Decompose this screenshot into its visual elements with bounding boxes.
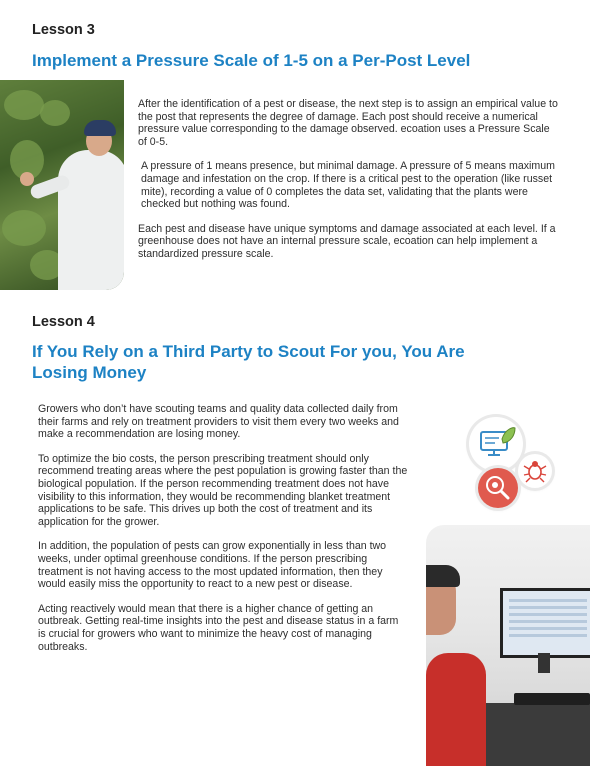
pest-magnifier-icon — [478, 468, 518, 508]
greenhouse-scout-photo — [0, 80, 124, 290]
lesson-4-paragraph: To optimize the bio costs, the person prescribing treatment should only recommend treating areas where the pest population is growing faster than the biological population. If the person recommending treatment does not have visibility to this information, they would be recommending blanket treatment applications to be safe. This drives up both the cost of treatment and its application for the grower. — [38, 452, 408, 528]
lesson-4-title — [32, 341, 465, 383]
bug-icon — [518, 454, 552, 488]
lesson-3-paragraph: After the identification of a pest or disease, the next step is to assign an empirical value to the post that represents the degree of damage. Each post should receive a numerical pressure value corresponding to the damage observed. ecoation uses a Pressure Scale of 0-5. — [138, 98, 558, 148]
office-computer-photo — [426, 525, 590, 766]
lesson-4-paragraph: In addition, the population of pests can grow exponentially in less than two weeks, under optimal greenhouse conditions. If the person prescribing treatment is not having access to the most updated information, then they would easily miss the opportunity to react to a new pest or disease. — [38, 540, 387, 591]
lesson-3-paragraph: Each pest and disease have unique symptoms and damage associated at each level. If a greenhouse does not have an internal pressure scale, ecoation can help implement a standardized pressure scale. — [138, 222, 556, 260]
lesson-4-title-line-1: If You Rely on a Third Party to Scout For you, You Are — [32, 342, 465, 361]
monitor-leaf-icon — [469, 417, 523, 471]
lesson-4-label: Lesson 4 — [32, 314, 95, 330]
lesson-4-body — [38, 403, 408, 653]
lesson-3-label: Lesson 3 — [32, 22, 95, 38]
lesson-3-paragraph: A pressure of 1 means presence, but minimal damage. A pressure of 5 means maximum damage and infestation on the crop. If there is a critical pest to the operation (like russet mite), recording a value of 0 completes the data set, validating that the plants were checked but nothing was found. — [141, 160, 555, 211]
lesson-3-body — [138, 98, 558, 261]
lesson-4-title-line-2: Losing Money — [32, 363, 147, 382]
lesson-4-paragraph: Growers who don’t have scouting teams and quality data collected daily from their farms and rely on treatment providers to visit them every two weeks and make a recommendation are losing money. — [38, 403, 399, 441]
lesson-3-title: Implement a Pressure Scale of 1-5 on a Per-Post Level — [32, 51, 471, 70]
lesson-4-paragraph: Acting reactively would mean that there is a higher chance of getting an outbreak. Getting real-time insights into the pest and disease status in a farm is crucial for growers who want to minimize the heavy cost of managing outbreaks. — [38, 602, 399, 653]
